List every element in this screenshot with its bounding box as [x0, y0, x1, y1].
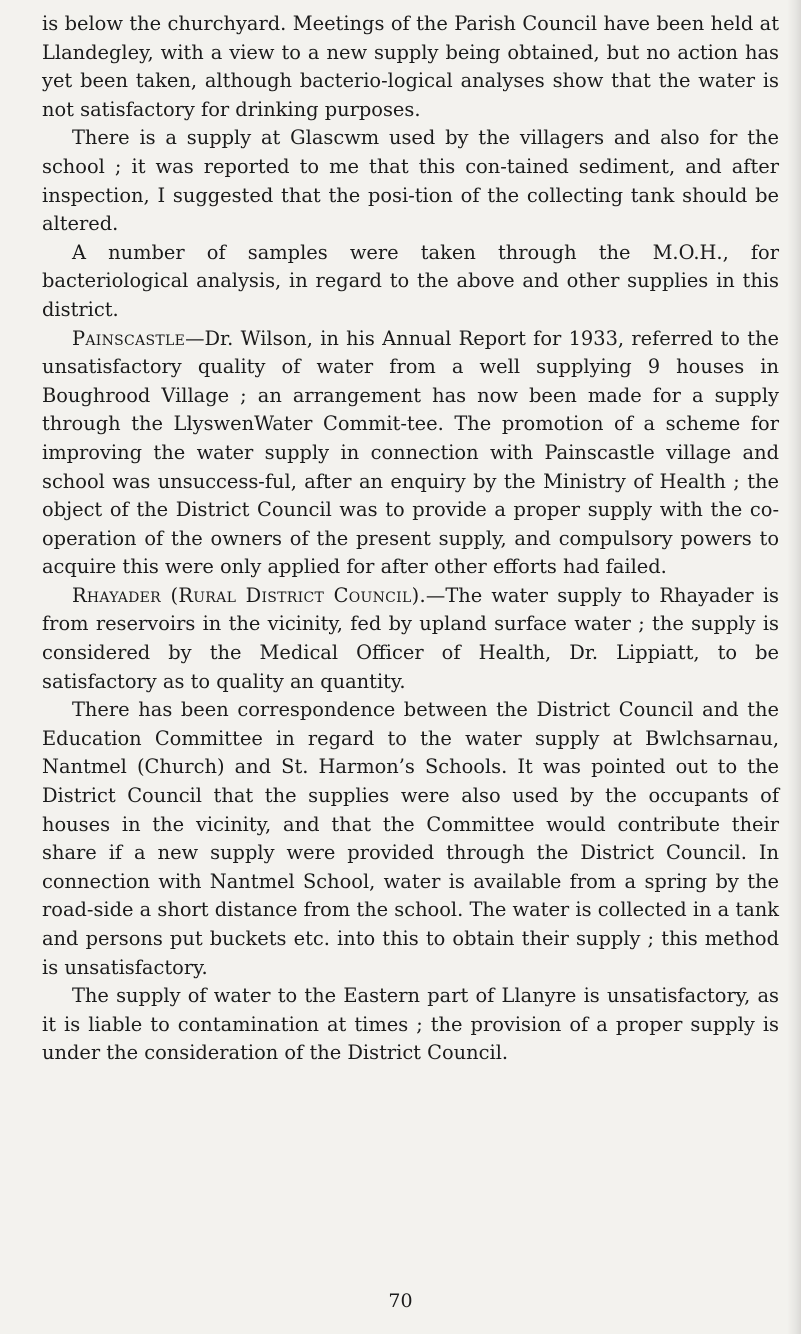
paragraph-2-text: There is a supply at Glascwm used by the villagers and also for the school ; it was reported to me that this con-tained sediment, and after inspection, I suggested that the posi-tion of the collecting tank should be altered. [42, 126, 779, 236]
paragraph-4 [42, 325, 779, 582]
paragraph-7 [42, 982, 779, 1068]
paragraph-7-text: The supply of water to the Eastern part of Llanyre is unsatisfactory, as it is liable to contamination at times ; the provision of a proper supply is under the consideration of the District Council. [42, 984, 779, 1065]
paragraph-3 [42, 239, 779, 325]
paragraph-1-text: is below the churchyard. Meetings of the Parish Council have been held at Llandegley, with a view to a new supply being obtained, but no action has yet been taken, although bacterio-logical analyses show that the water is not satisfactory for drinking purposes. [42, 12, 779, 121]
paragraph-2 [42, 124, 779, 238]
body-text [42, 10, 779, 1068]
paragraph-3-text: A number of samples were taken through the M.O.H., for bacteriological analysis, in regard to the above and other supplies in this district. [42, 240, 779, 321]
page-edge-shadow [787, 0, 801, 1334]
paragraph-4-text: —Dr. Wilson, in his Annual Report for 1933, referred to the unsatisfactory quality of water from a well supplying 9 houses in Boughrood Village ; an arrangement has now been made for a supply through the LlyswenWater Commit-tee. The promotion of a scheme for improving the water supply in connection with Painscastle village and school was unsuccess-ful, after an enquiry by the Ministry of Health ; the object of the District Council was to provide a proper supply with the co-operation of the owners of the present supply, and compulsory powers to acquire this were only applied for after other efforts had failed. [42, 326, 779, 579]
paragraph-1 [42, 10, 779, 124]
paragraph-4-lead: Painscastle [72, 326, 186, 350]
page-number: 70 [388, 1290, 413, 1312]
paragraph-5 [42, 582, 779, 696]
paragraph-5-lead: Rhayader (Rural District Council). [72, 583, 426, 607]
paragraph-5-text: —The water supply to Rhayader is from reservoirs in the vicinity, fed by upland surface water ; the supply is considered by the Medical Officer of Health, Dr. Lippiatt, to be satisfactory as to quality an quantity. [42, 583, 779, 693]
paragraph-6-text: There has been correspondence between the District Council and the Education Committee in regard to the water supply at Bwlchsarnau, Nantmel (Church) and St. Harmon’s Schools. It was pointed out to the District Council that the supplies were also used by the occupants of houses in the vicinity, and that the Committee would contribute their share if a new supply were provided through the District Council. In connection with Nantmel School, water is available from a spring by the road-side a short distance from the school. The water is collected in a tank and persons put buckets etc. into this to obtain their supply ; this method is unsatisfactory. [42, 698, 779, 979]
paragraph-6 [42, 696, 779, 982]
